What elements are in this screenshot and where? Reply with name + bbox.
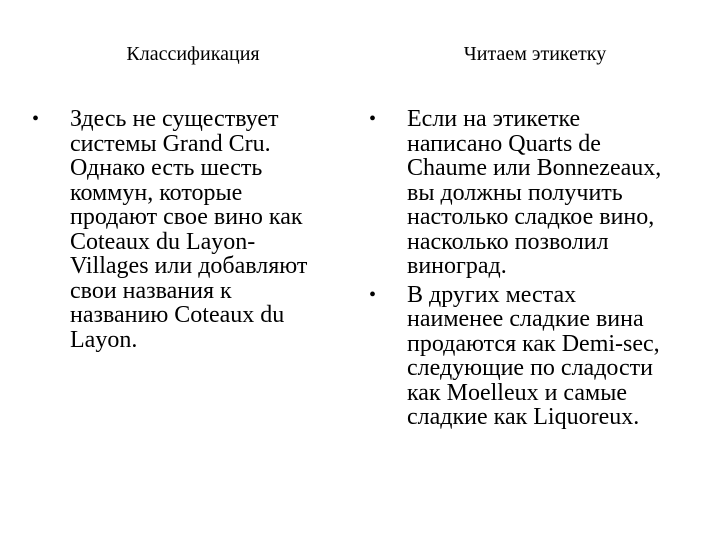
bullet-line: насколько позволил bbox=[407, 228, 609, 255]
left-heading: Классификация bbox=[126, 43, 260, 65]
bullet-line: Здесь не существует bbox=[70, 106, 279, 132]
bullet-line: сладкие как Liquoreux. bbox=[407, 404, 640, 430]
bullet-line: системы Grand Cru. bbox=[70, 130, 271, 157]
bullet-line: Однако есть шесть bbox=[70, 155, 263, 181]
bullet-line: Villages или добавляют bbox=[70, 253, 308, 279]
bullet-line: виноград. bbox=[407, 253, 507, 279]
bullet-line: названию Coteaux du bbox=[70, 302, 285, 328]
bullet-line: В других местах bbox=[407, 281, 577, 308]
bullet-line: настолько сладкое вино, bbox=[407, 204, 655, 230]
bullet-line: Layon. bbox=[70, 326, 138, 353]
bullet-line: коммун, которые bbox=[70, 179, 243, 206]
bullet-line: Chaume или Bonnezeaux, bbox=[407, 155, 662, 181]
left-bullet-list bbox=[28, 107, 350, 356]
bullet-icon: • bbox=[369, 108, 377, 130]
bullet-item bbox=[365, 283, 697, 430]
right-heading: Читаем этикетку bbox=[463, 43, 607, 65]
bullet-line: свои названия к bbox=[70, 277, 232, 304]
bullet-line: продают свое вино как bbox=[70, 204, 303, 230]
bullet-line: наименее сладкие вина bbox=[407, 306, 644, 332]
bullet-line: Если на этикетке bbox=[407, 106, 581, 132]
right-bullet-list bbox=[365, 107, 697, 434]
bullet-line: написано Quarts de bbox=[407, 130, 601, 157]
bullet-item bbox=[365, 107, 697, 279]
bullet-item bbox=[28, 107, 350, 352]
bullet-line: следующие по сладости bbox=[407, 355, 653, 381]
bullet-line: продаются как Demi-sec, bbox=[407, 330, 660, 357]
bullet-icon: • bbox=[369, 283, 377, 306]
bullet-line: вы должны получить bbox=[407, 179, 623, 206]
bullet-line: Coteaux du Layon- bbox=[70, 228, 256, 255]
bullet-icon: • bbox=[32, 108, 40, 130]
bullet-line: как Moelleux и самые bbox=[407, 379, 627, 406]
